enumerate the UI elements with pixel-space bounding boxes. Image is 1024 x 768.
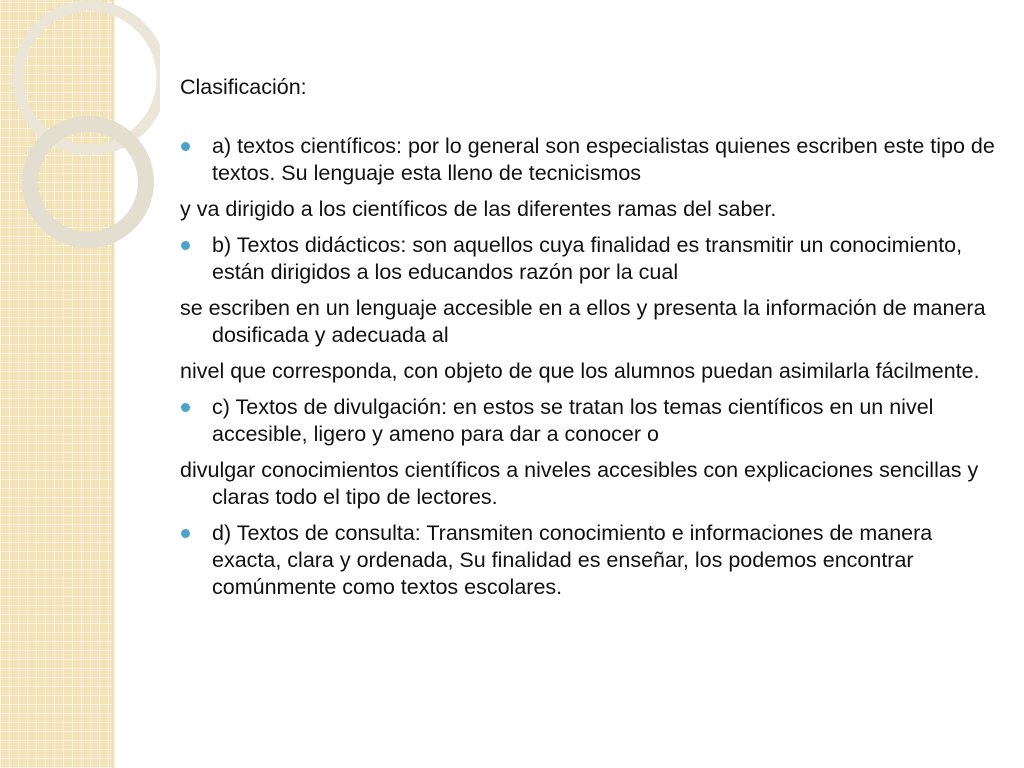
slide-content (180, 74, 1000, 610)
continuation-text: nivel que corresponda, con objeto de que los alumnos puedan asimilarla fácilmente. (180, 359, 980, 383)
bullet-text: c) Textos de divulgación: en estos se tratan los temas científicos en un nivel accesible, ligero y ameno para dar a conocer o (212, 395, 934, 446)
bullet-text: d) Textos de consulta: Transmiten conocimiento e informaciones de manera exacta, clara y ordenada, Su finalidad es enseñar, los podemos encontrar comúnmente como textos escolares. (212, 521, 933, 599)
bullet-dot-icon (181, 403, 190, 412)
bullet-dot-icon (181, 241, 190, 250)
decorative-rings (0, 0, 160, 300)
continuation-text: y va dirigido a los científicos de las diferentes ramas del saber. (180, 197, 777, 221)
bullet-item (180, 133, 1000, 187)
bullet-item (180, 232, 1000, 286)
continuation-text: se escriben en un lenguaje accesible en a ellos y presenta la información de manera dosificada y adecuada al (180, 296, 986, 347)
bullet-dot-icon (181, 529, 190, 538)
bullet-text: b) Textos didácticos: son aquellos cuya finalidad es transmitir un conocimiento, están dirigidos a los educandos razón por la cual (212, 233, 963, 284)
bullet-item (180, 520, 1000, 601)
decorative-ring-small (30, 124, 146, 240)
bullet-dot-icon (181, 142, 190, 151)
slide-heading: Clasificación: (180, 75, 307, 99)
continuation-text: divulgar conocimientos científicos a niveles accesibles con explicaciones sencillas y claras todo el tipo de lectores. (180, 458, 979, 509)
bullet-item (180, 394, 1000, 448)
bullet-text: a) textos científicos: por lo general son especialistas quienes escriben este tipo de textos. Su lenguaje esta lleno de tecnicismos (212, 134, 995, 185)
